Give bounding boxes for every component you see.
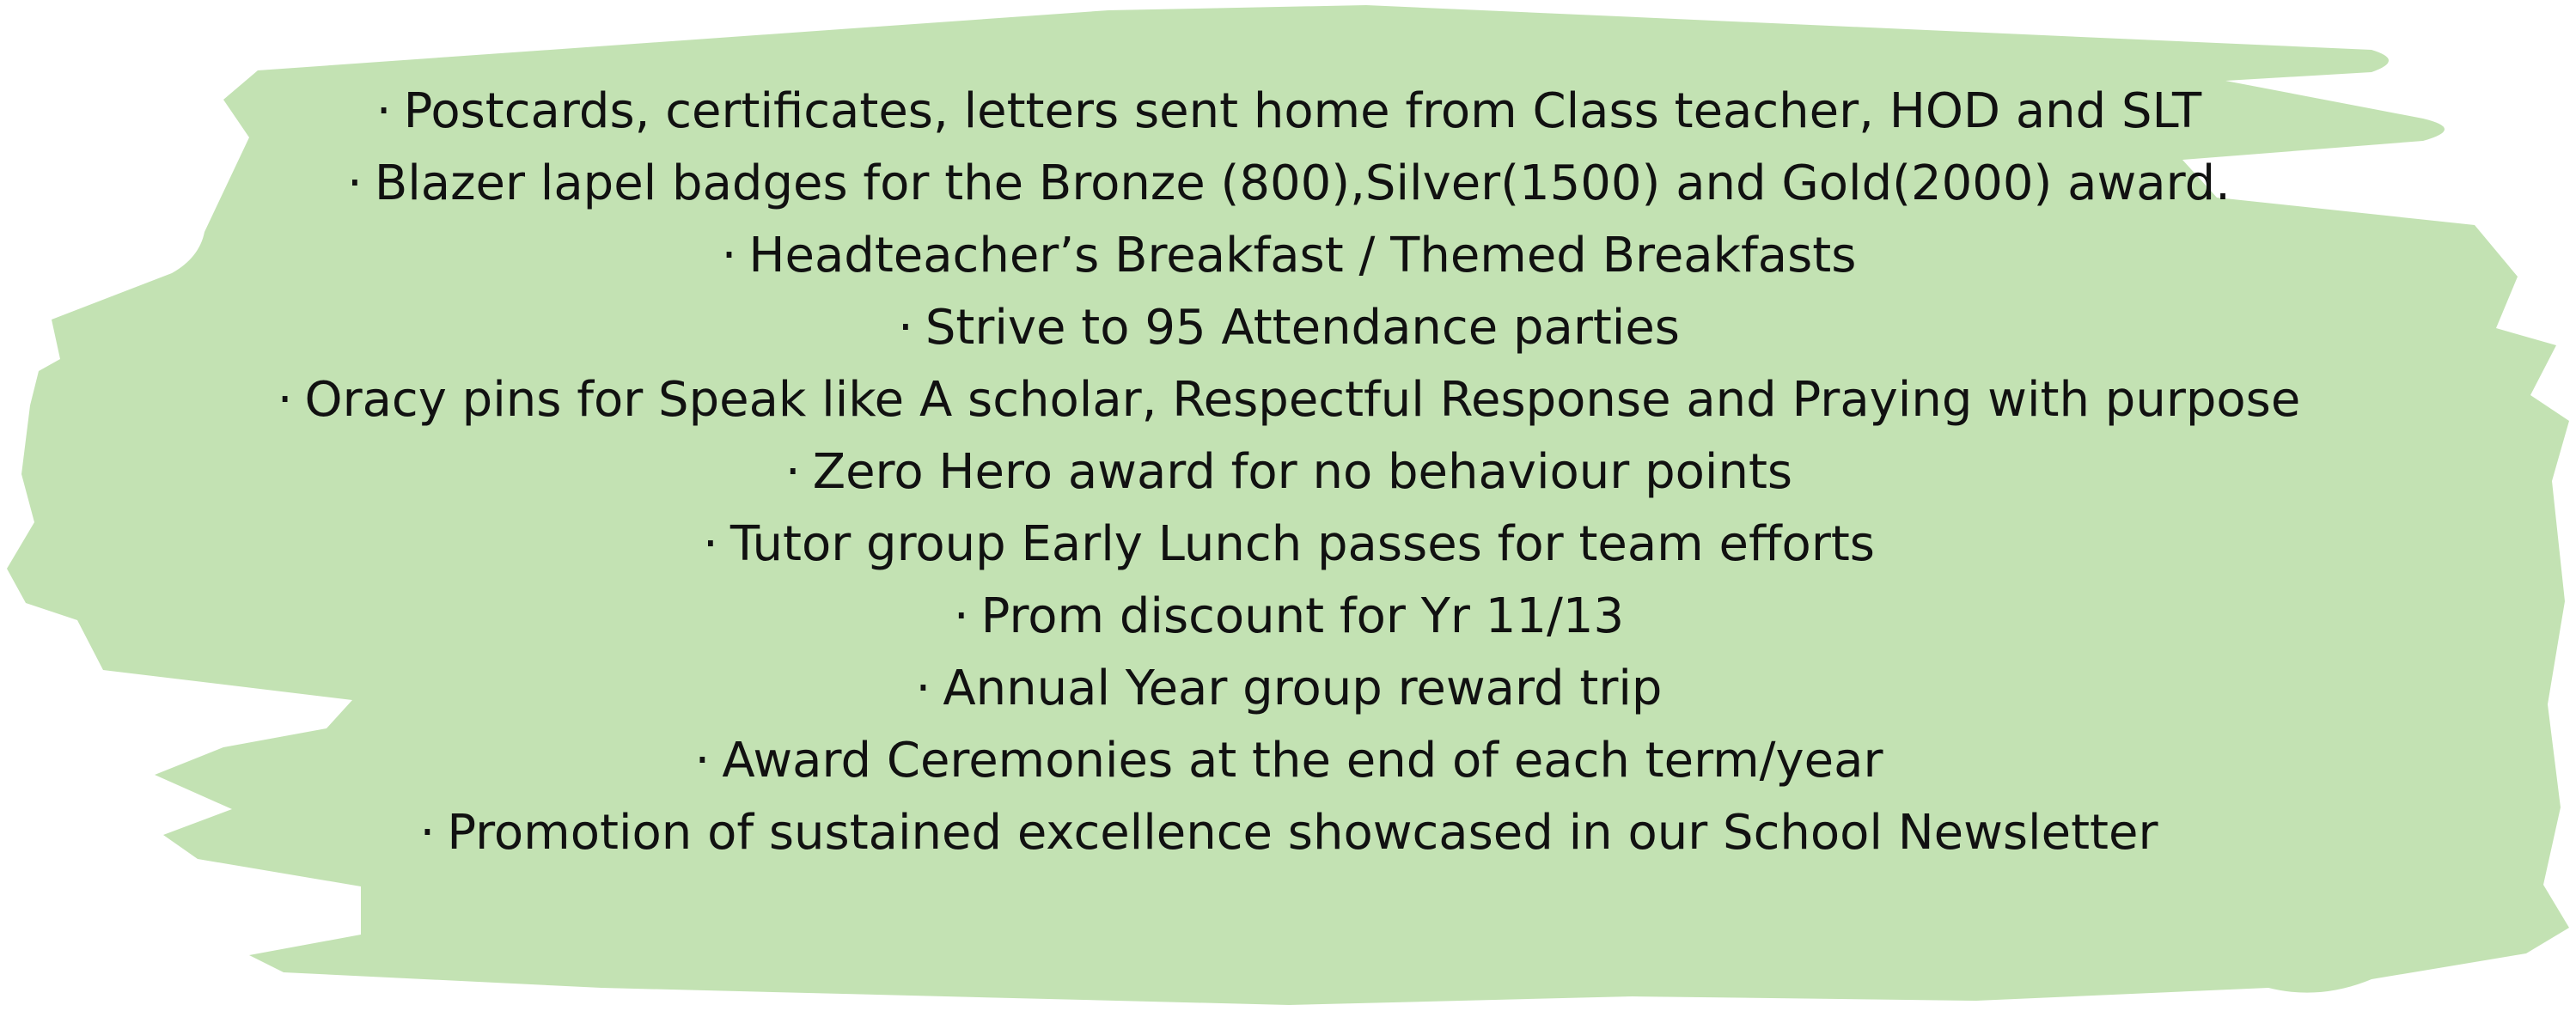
bullet: · xyxy=(419,805,436,861)
list-item-text: Award Ceremonies at the end of each term/year xyxy=(722,733,1883,789)
list-item xyxy=(258,436,2320,509)
list-item-text: Blazer lapel badges for the Bronze (800),Silver(1500) and Gold(2000) award. xyxy=(374,155,2231,211)
bullet: · xyxy=(721,228,737,283)
list-item xyxy=(258,797,2320,869)
list-item-text: Prom discount for Yr 11/13 xyxy=(980,588,1625,644)
list-item-text: Promotion of sustained excellence showcased in our School Newsletter xyxy=(447,805,2158,861)
bullet: · xyxy=(375,83,392,139)
list-item xyxy=(258,581,2320,653)
list-item-text: Zero Hero award for no behaviour points xyxy=(812,444,1793,500)
list-item xyxy=(258,148,2320,220)
bullet: · xyxy=(953,588,969,644)
list-item xyxy=(258,509,2320,581)
list-item xyxy=(258,364,2320,436)
bullet: · xyxy=(784,444,801,500)
list-item xyxy=(258,220,2320,292)
list-item-text: Postcards, certificates, letters sent home from Class teacher, HOD and SLT xyxy=(403,83,2202,139)
list-item-text: Oracy pins for Speak like A scholar, Respectful Response and Praying with purpose xyxy=(304,372,2301,428)
list-item-text: Strive to 95 Attendance parties xyxy=(925,300,1680,356)
bullet: · xyxy=(347,155,363,211)
list-item xyxy=(258,76,2320,148)
list-item-text: Tutor group Early Lunch passes for team efforts xyxy=(729,516,1875,572)
list-item-text: Headteacher’s Breakfast / Themed Breakfasts xyxy=(748,228,1857,283)
list-item xyxy=(258,725,2320,797)
bullet: · xyxy=(915,661,931,716)
bullet: · xyxy=(694,733,711,789)
rewards-list xyxy=(258,76,2320,869)
bullet: · xyxy=(703,516,718,572)
list-item-text: Annual Year group reward trip xyxy=(943,661,1663,716)
bullet: · xyxy=(277,372,293,428)
list-item xyxy=(258,653,2320,725)
list-item xyxy=(258,292,2320,364)
bullet: · xyxy=(898,300,913,356)
